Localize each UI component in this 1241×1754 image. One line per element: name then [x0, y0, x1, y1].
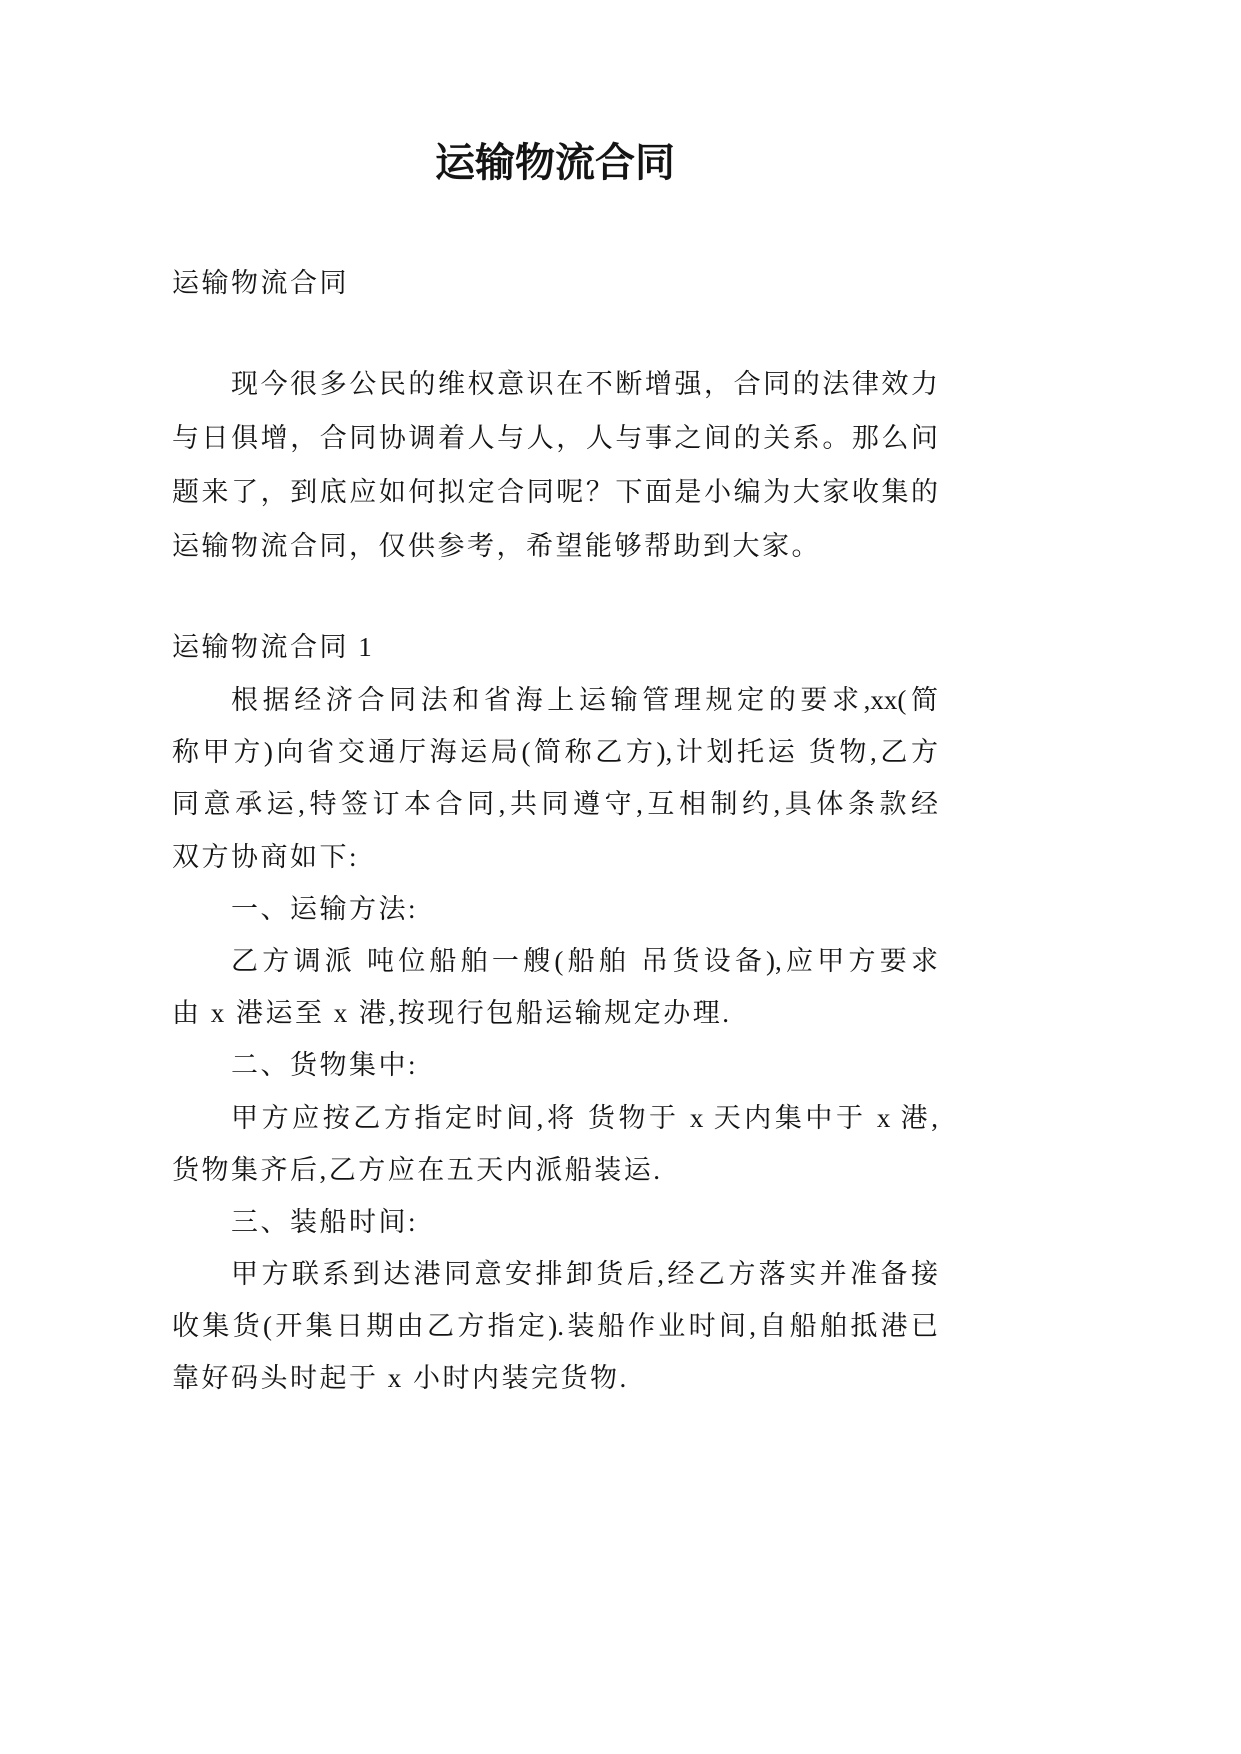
clause-line: 甲方联系到达港同意安排卸货后,经乙方落实并准备接	[231, 1259, 938, 1290]
document-title: 运输物流合同	[435, 139, 675, 186]
preamble-line: 双方协商如下:	[172, 841, 360, 872]
clause-heading: 一、运输方法:	[231, 893, 419, 924]
preamble-line: 根据经济合同法和省海上运输管理规定的要求,xx(简	[231, 685, 938, 715]
clause-line: 乙方调派 吨位船舶一艘(船舶 吊货设备),应甲方要求	[231, 945, 938, 976]
clause-line: 收集货(开集日期由乙方指定).装船作业时间,自船舶抵港已	[172, 1311, 938, 1342]
clause-heading: 二、货物集中:	[231, 1050, 419, 1081]
intro-line: 运输物流合同，仅供参考，希望能够帮助到大家。	[172, 531, 821, 561]
clause-line: 由 x 港运至 x 港,按现行包船运输规定办理.	[172, 998, 732, 1029]
clause-line: 货物集齐后,乙方应在五天内派船装运.	[172, 1154, 663, 1185]
clause-line: 甲方应按乙方指定时间,将 货物于 x 天内集中于 x 港,	[231, 1102, 938, 1133]
document-subtitle: 运输物流合同	[172, 268, 349, 298]
intro-paragraph	[172, 357, 938, 573]
preamble-line: 同意承运,特签订本合同,共同遵守,互相制约,具体条款经	[172, 789, 938, 820]
clause-heading: 三、装船时间:	[231, 1206, 419, 1237]
intro-line: 与日俱增，合同协调着人与人，人与事之间的关系。那么问	[172, 423, 938, 453]
intro-line: 题来了，到底应如何拟定合同呢？下面是小编为大家收集的	[172, 477, 938, 507]
contract-text	[172, 674, 938, 1405]
document-body	[172, 0, 938, 1754]
contract-heading: 运输物流合同 1	[172, 632, 375, 662]
clause-line: 靠好码头时起于 x 小时内装完货物.	[172, 1363, 629, 1394]
preamble-line: 称甲方)向省交通厅海运局(简称乙方),计划托运 货物,乙方	[172, 737, 938, 768]
intro-line: 现今很多公民的维权意识在不断增强，合同的法律效力	[231, 369, 938, 399]
